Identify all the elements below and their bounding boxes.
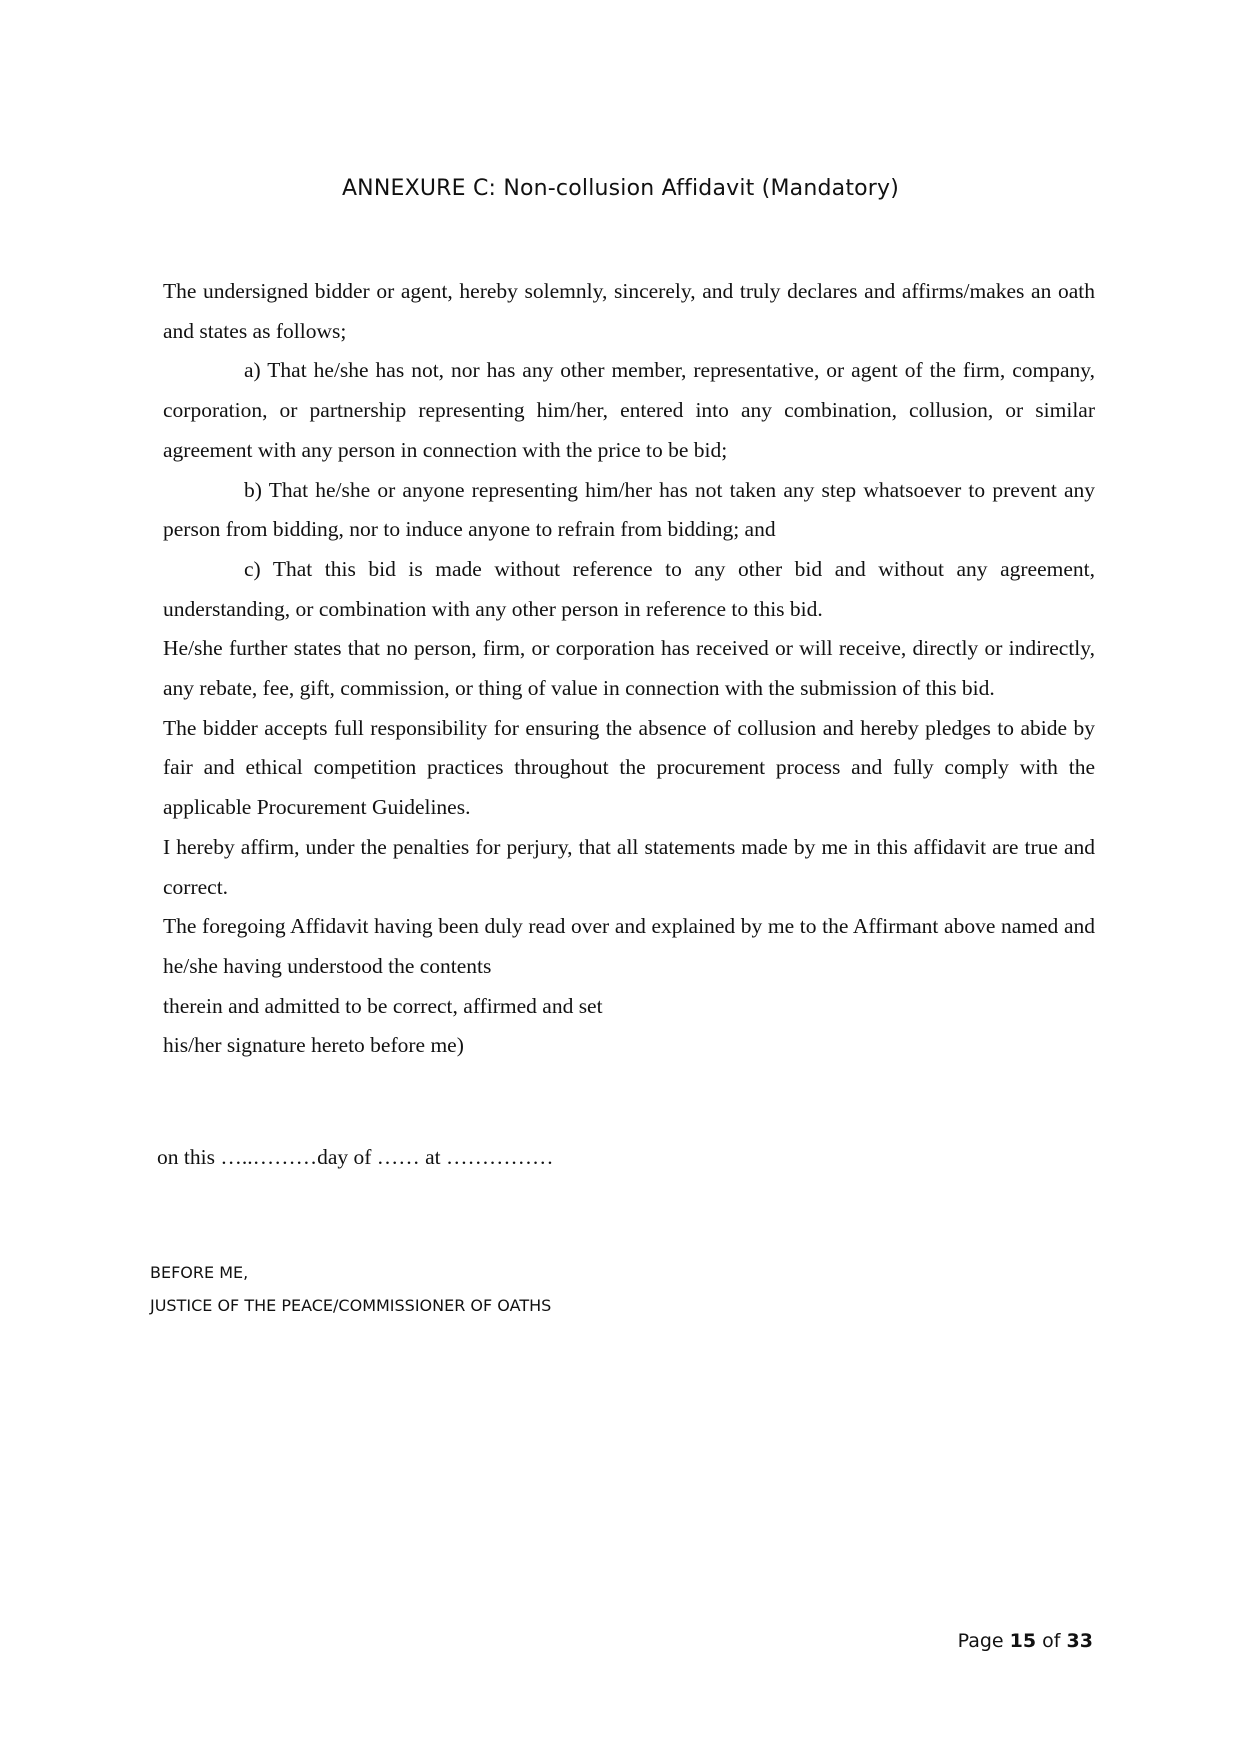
signoff-block bbox=[150, 1256, 551, 1322]
intro-paragraph: The undersigned bidder or agent, hereby solemnly, sincerely, and truly declares and affirms/makes an oath and states as follows; bbox=[163, 279, 1095, 343]
foregoing-paragraph: The foregoing Affidavit having been duly read over and explained by me to the Affirmant above named and he/she having understood the contents bbox=[163, 914, 1095, 978]
responsibility-paragraph: The bidder accepts full responsibility for ensuring the absence of collusion and hereby pledges to abide by fair and ethical competition practices throughout the procurement process and fully comply with the applicable Procurement Guidelines. bbox=[163, 715, 1095, 820]
clause-c: c) That this bid is made without reference to any other bid and without any agreement, understanding, or combination with any other person in reference to this bid. bbox=[163, 556, 1095, 621]
affirmation-paragraph: I hereby affirm, under the penalties for perjury, that all statements made by me in this affidavit are true and correct. bbox=[163, 834, 1095, 899]
foregoing-line-3: his/her signature hereto before me) bbox=[163, 1033, 464, 1058]
document-title: ANNEXURE C: Non-collusion Affidavit (Mandatory) bbox=[341, 176, 900, 201]
page-word: Page bbox=[957, 1630, 1004, 1652]
commissioner-label: JUSTICE OF THE PEACE/COMMISSIONER OF OATHS bbox=[150, 1296, 552, 1315]
page-number: 15 bbox=[1009, 1630, 1037, 1652]
clause-b: b) That he/she or anyone representing him/her has not taken any step whatsoever to prevent any person from bidding, nor to induce anyone to refrain from bidding; and bbox=[163, 477, 1095, 542]
page-footer bbox=[958, 1630, 1093, 1652]
total-pages: 33 bbox=[1066, 1630, 1093, 1652]
before-me-label: BEFORE ME, bbox=[150, 1263, 249, 1282]
affidavit-body bbox=[163, 272, 1095, 1066]
foregoing-line-2: therein and admitted to be correct, affirmed and set bbox=[163, 993, 603, 1018]
clause-a: a) That he/she has not, nor has any other member, representative, or agent of the firm, company, corporation, or partnership representing him/her, entered into any combination, collusion, or similar agreement with any person in connection with the price to be bid; bbox=[163, 358, 1095, 462]
date-line: on this …..………day of …… at …………… bbox=[157, 1145, 554, 1169]
of-word: of bbox=[1042, 1630, 1061, 1652]
further-statement-paragraph: He/she further states that no person, firm, or corporation has received or will receive, directly or indirectly, any rebate, fee, gift, commission, or thing of value in connection with the submission of this bid. bbox=[163, 636, 1095, 701]
